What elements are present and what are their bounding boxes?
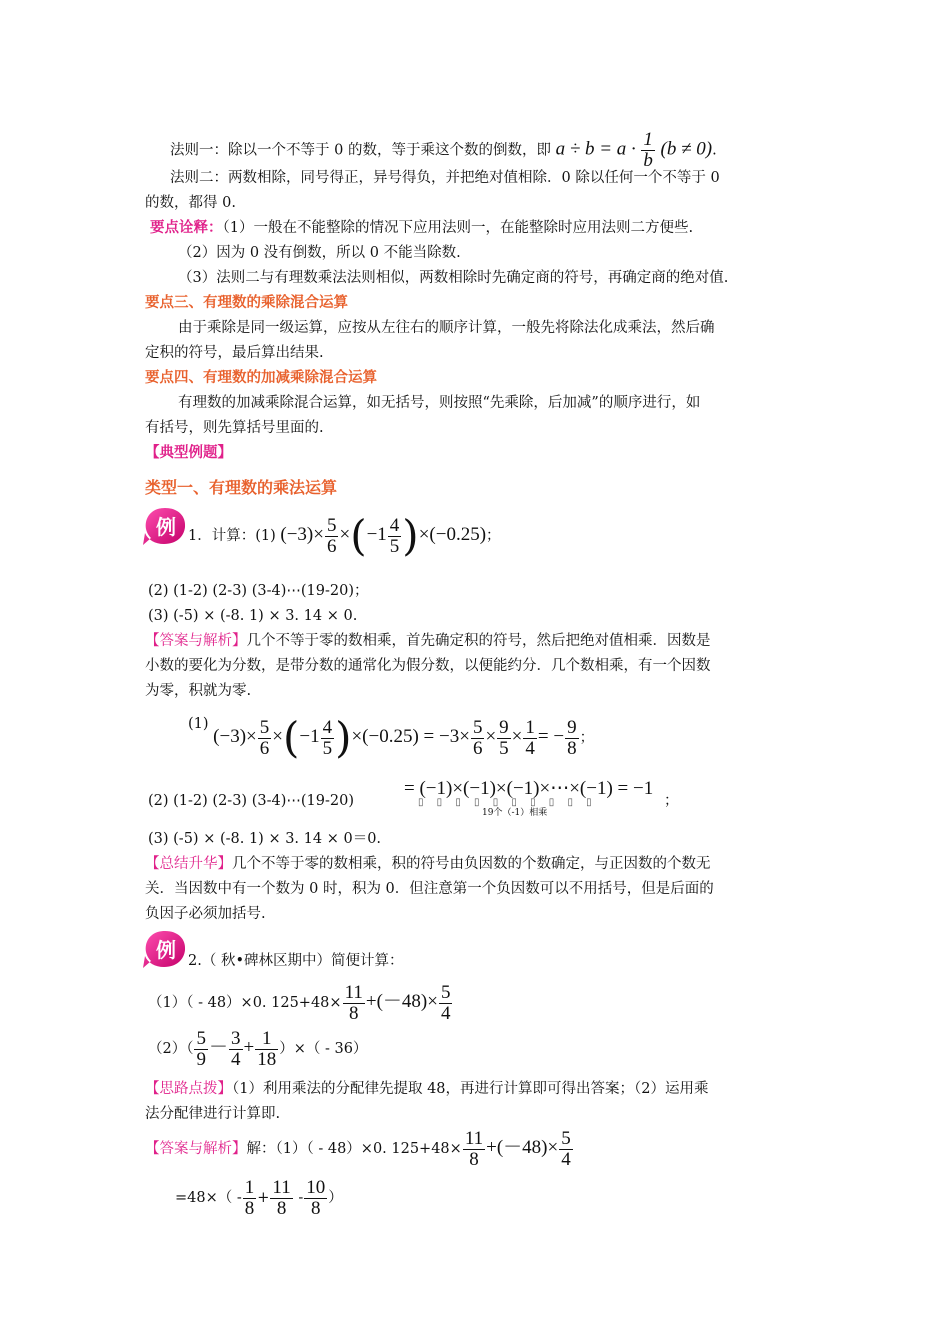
- example-badge-icon: [142, 928, 188, 970]
- ex1-s1-a: (−3)×: [213, 726, 257, 747]
- point4-title: 要点四、有理数的加减乘除混合运算: [145, 370, 377, 386]
- ex2-step-frac3: $\frac{10}{8}$: [306, 1176, 326, 1219]
- ex1-s1-frac6: $\frac{9}{8}$: [567, 716, 577, 759]
- ex2-step-c: -: [293, 1190, 304, 1206]
- point3-line1: 由于乘除是同一级运算，应按从左往右的顺序计算，一般先将除法化成乘法，然后确: [178, 320, 715, 336]
- ex1-p1-frac2: $\frac{4}{5}$: [389, 514, 400, 557]
- ex1-p1-end: ；: [486, 528, 501, 544]
- ex1-s1-b: ×: [272, 726, 283, 747]
- notes-line1: [150, 217, 693, 239]
- examples-header: 【典型例题】: [145, 445, 232, 461]
- ex2-q1-b: +(－48)×: [365, 991, 438, 1012]
- ex1-p1-frac1: $\frac{5}{6}$: [326, 514, 337, 557]
- rule2-line2: 的数，都得 0.: [145, 195, 236, 211]
- ex1-summary-label: 【总结升华】: [145, 856, 232, 872]
- ex1-intro: 1．计算：(1): [188, 528, 276, 544]
- ex2-q2-c: +: [243, 1037, 255, 1058]
- ex2-q2-frac1: $\frac{5}{9}$: [196, 1027, 206, 1070]
- ex2-ans-frac1: $\frac{11}{8}$: [464, 1127, 484, 1170]
- ex2-hint-text1: （1）利用乘法的分配律先提取 48，再进行计算即可得出答案；（2）运用乘: [232, 1081, 709, 1097]
- rule1-condition: (b ≠ 0): [660, 138, 713, 160]
- ex1-s1-rparen: ): [335, 713, 352, 762]
- rule1-fraction: $\frac{1}{b}$: [643, 129, 653, 171]
- ex1-p1-b: ×: [339, 524, 351, 545]
- ex1-s1-frac3: $\frac{5}{6}$: [472, 716, 483, 759]
- ex1-question1: [188, 510, 501, 561]
- ex1-answer-text1: 几个不等于零的数相乘，首先确定积的符号，然后把绝对值相乘．因数是: [246, 633, 711, 649]
- ex1-p1-rparen: ): [402, 511, 419, 560]
- ex1-s1-e: ×: [485, 726, 497, 747]
- example-badge-icon: [142, 505, 188, 547]
- ex1-summary-line3: 负因子必须加括号.: [145, 906, 266, 922]
- rule1-text: 法则一：除以一个不等于 0 的数，等于乘这个数的倒数，即: [170, 142, 551, 159]
- ex1-solution2-left: (2) (1-2) (2-3) (3-4)⋯(19-20): [148, 793, 354, 809]
- ex1-answer-line3: 为零，积就为零.: [145, 683, 252, 699]
- ex1-p1-a: (−3)×: [280, 524, 324, 545]
- ex2-step-frac2: $\frac{11}{8}$: [272, 1176, 291, 1219]
- point3-line2: 定积的符号，最后算出结果.: [145, 345, 324, 361]
- svg-text:例: 例: [156, 515, 176, 539]
- ex2-hint-label: 【思路点拨】: [145, 1081, 232, 1097]
- ex1-solution2-right: = (−1)×(−1)×(−1)×⋯×(−1) = −1: [404, 778, 654, 799]
- ex1-answer-line2: 小数的要化为分数，是带分数的通常化为假分数，以便能约分．几个数相乘，有一个因数: [145, 658, 711, 674]
- ex1-summary-text1: 几个不等于零的数相乘，积的符号由负因数的个数确定，与正因数的个数无: [232, 856, 711, 872]
- ex1-p1-d: ×(−0.25): [418, 524, 487, 545]
- notes-item2: （2）因为 0 没有倒数，所以 0 不能当除数.: [178, 245, 461, 261]
- ex2-hint-line2: 法分配律进行计算即.: [145, 1106, 281, 1122]
- ex1-s1-frac4: $\frac{9}{5}$: [499, 716, 509, 759]
- ex1-s1-d: ×(−0.25) = −3×: [351, 726, 470, 747]
- ex1-summary-line2: 关．当因数中有一个数为 0 时，积为 0．但注意第一个负因数可以不用括号，但是后面的: [145, 881, 714, 897]
- ex1-solution1: [188, 712, 594, 763]
- ex2-question1: [148, 980, 453, 1025]
- ex2-q1-frac2: $\frac{5}{4}$: [440, 981, 451, 1024]
- point3-title: 要点三、有理数的乘除混合运算: [145, 295, 348, 311]
- ex1-question3: (3) (-5) × (-8. 1) × 3. 14 × 0.: [148, 608, 358, 624]
- ex1-solution3: (3) (-5) × (-8. 1) × 3. 14 × 0＝0.: [148, 831, 382, 847]
- ex1-s1-end: ；: [579, 730, 595, 746]
- ex1-s1-frac2: $\frac{4}{5}$: [322, 716, 333, 759]
- ex2-q2-frac3: $\frac{1}{18}$: [257, 1027, 277, 1070]
- ex2-intro: 2.（ 秋•碑林区期中）简便计算：: [188, 953, 404, 969]
- ex1-s1-frac1: $\frac{5}{6}$: [259, 716, 270, 759]
- ex2-q2-b: －: [208, 1037, 228, 1058]
- point4-line2: 有括号，则先算括号里面的.: [145, 420, 324, 436]
- ex1-s1-label: (1): [188, 716, 209, 732]
- rule2-line1: 法则二：两数相除，同号得正，异号得负，并把绝对值相除．0 除以任何一个不等于 0: [170, 170, 720, 186]
- ex2-ans-b: +(－48)×: [486, 1137, 559, 1158]
- ex1-p1-c: −1: [366, 524, 387, 545]
- ex2-q2-a: （2）（: [148, 1041, 194, 1057]
- ex2-q2-d: ）×（ - 36）: [279, 1041, 368, 1057]
- ex1-answer-label: 【答案与解析】: [145, 633, 247, 649]
- ex1-question2: (2) (1-2) (2-3) (3-4)⋯(19-20)；: [148, 583, 369, 599]
- rule1: [170, 130, 717, 171]
- ex2-step-b: +: [257, 1190, 270, 1206]
- ex1-answer-line1: [145, 630, 711, 652]
- type1-title: 类型一、有理数的乘法运算: [145, 478, 338, 497]
- ex2-question2: [148, 1026, 367, 1071]
- ex2-ans-frac2: $\frac{5}{4}$: [561, 1127, 571, 1170]
- point4-line1: 有理数的加减乘除混合运算，如无括号，则按照“先乘除，后加减”的顺序进行，如: [178, 395, 701, 411]
- svg-text:例: 例: [156, 938, 176, 962]
- ex1-solution2-brace: ▯ ▯ ▯ ▯ ▯ ▯ ▯ ▯ ▯ ▯: [418, 797, 597, 808]
- ex1-summary-line1: [145, 853, 711, 875]
- notes-item1: （1）一般在不能整除的情况下应用法则一，在能整除时应用法则二方便些.: [222, 220, 694, 236]
- ex2-ans-a: 解：（1）（ - 48）×0. 125+48×: [246, 1141, 462, 1157]
- ex1-s1-g: = −: [537, 726, 565, 747]
- ex1-s1-c: −1: [299, 726, 320, 747]
- ex1-solution2-end: ；: [664, 793, 679, 809]
- ex1-s1-lparen: (: [282, 713, 300, 762]
- ex1-s1-f: ×: [511, 726, 523, 747]
- ex2-step-d: ）: [328, 1190, 343, 1206]
- ex2-hint-line1: [145, 1078, 709, 1100]
- ex2-answer-label: 【答案与解析】: [145, 1141, 247, 1157]
- ex2-step-frac1: $\frac{1}{8}$: [244, 1176, 255, 1219]
- notes-label: 要点诠释：: [150, 220, 223, 236]
- ex1-p1-lparen: (: [350, 511, 367, 560]
- notes-item3: （3）法则二与有理数乘法法则相似，两数相除时先确定商的符号，再确定商的绝对值.: [178, 270, 729, 286]
- ex2-q1-frac1: $\frac{11}{8}$: [344, 981, 363, 1024]
- rule1-period: .: [712, 142, 717, 159]
- ex2-q2-frac2: $\frac{3}{4}$: [231, 1027, 241, 1070]
- ex2-answer: [145, 1126, 574, 1171]
- ex2-step-a: =48×（ -: [175, 1190, 242, 1206]
- rule1-formula: a ÷ b = a ·: [555, 138, 636, 160]
- ex2-step: [175, 1176, 343, 1220]
- ex1-solution2-under: 19个（-1）相乘: [482, 808, 548, 818]
- ex2-q1-a: （1）（ - 48）×0. 125+48×: [148, 995, 342, 1011]
- ex1-s1-frac5: $\frac{1}{4}$: [525, 716, 535, 759]
